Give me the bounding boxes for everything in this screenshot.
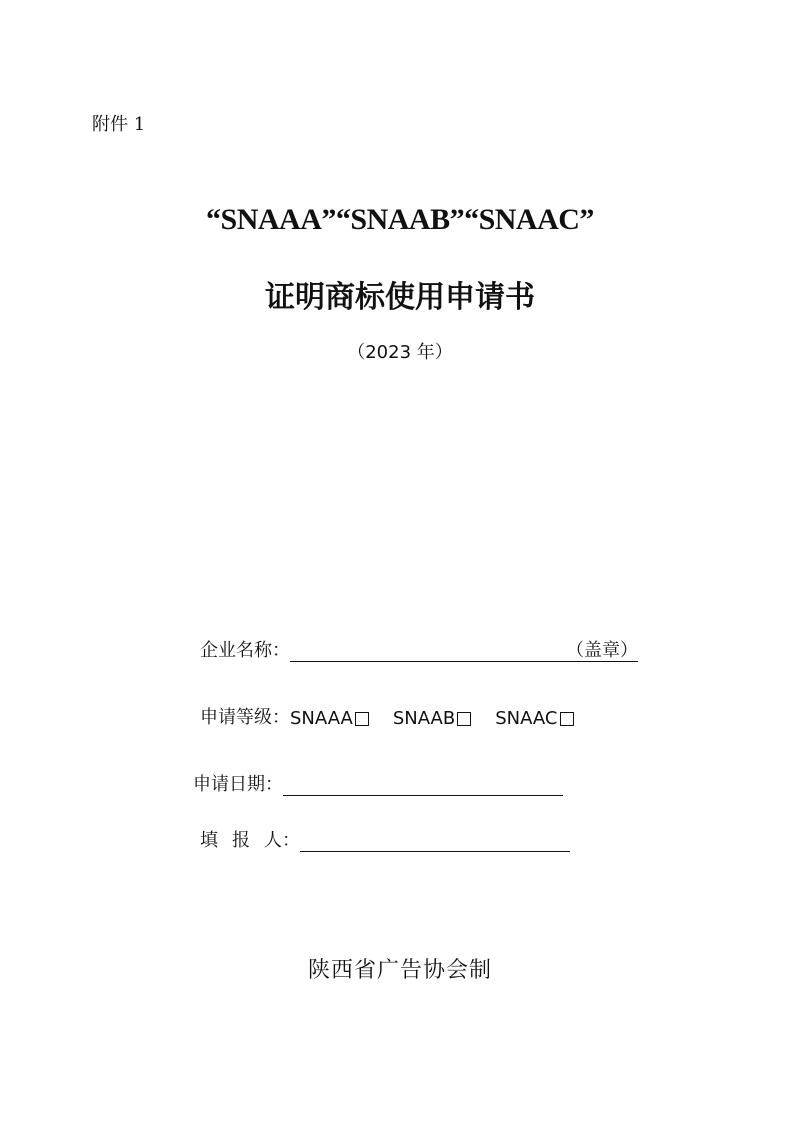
filer-row [200,826,570,852]
level-option-label: SNAAB [392,708,456,729]
application-date-field[interactable] [283,775,563,796]
level-option-snaac[interactable] [495,708,573,729]
document-year: （2023 年） [347,342,453,363]
company-name-row [200,636,638,662]
filer-label-char: 填 [200,830,218,851]
issuing-organization: 陕西省广告协会制 [307,958,492,983]
level-checkbox-snaac[interactable] [560,712,574,726]
seal-note: （盖章） [566,640,638,661]
filer-label-char: 人： [264,830,300,851]
filer-field[interactable] [300,831,570,852]
filer-label [200,826,300,852]
level-option-snaaa[interactable] [290,708,369,729]
level-option-label: SNAAA [290,708,353,729]
level-checkbox-snaaa[interactable] [355,712,369,726]
document-title: 证明商标使用申请书 [265,280,535,315]
attachment-label: 附件 1 [92,114,146,135]
application-date-row [193,770,563,796]
filer-label-char: 报 [232,830,250,851]
level-checkbox-snaab[interactable] [457,712,471,726]
application-level-row [200,703,574,729]
level-option-snaab[interactable] [393,708,471,729]
application-level-label: 申请等级： [200,707,290,728]
application-date-label: 申请日期： [193,774,283,795]
company-name-field[interactable] [290,641,566,662]
level-option-label: SNAAC [495,708,558,729]
document-title-grades: “SNAAA”“SNAAB”“SNAAC” [206,203,594,236]
company-name-label: 企业名称： [200,640,290,661]
